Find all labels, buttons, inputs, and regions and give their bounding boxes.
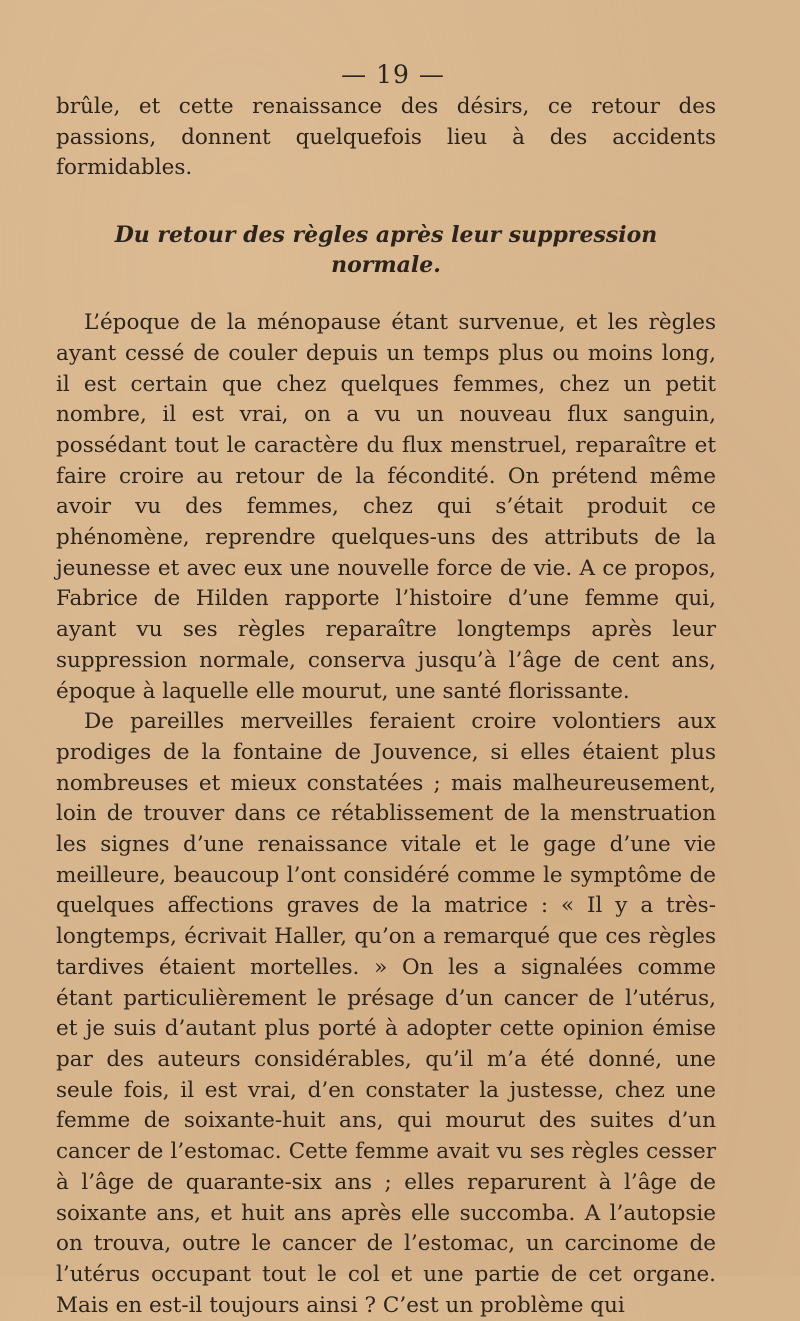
continuation-paragraph: brûle, et cette renaissance des désirs, ce retour des passions, donnent quelquefois lieu à des accidents formidables. (56, 94, 716, 181)
paragraph-menopause: L’époque de la ménopause étant survenue, et les règles ayant cessé de couler depuis un temps plus ou moins long, il est certain que chez quelques femmes, chez un petit nombre, il est vrai, on a vu un nouveau flux sanguin, possédant tout le caractère du flux menstruel, reparaître et faire croire au retour de la fécondité. On prétend même avoir vu des femmes, chez qui s’était produit ce phénomène, reprendre quelques-uns des attributs de la jeunesse et avec eux une nouvelle force de vie. A ce propos, Fabrice de Hilden rapporte l’histoire d’une femme qui, ayant vu ses règles reparaître longtemps après leur suppression normale, conserva jusqu’à l’âge de cent ans, époque à laquelle elle mourut, une santé florissante. (56, 310, 716, 704)
book-page (56, 58, 716, 1321)
section-heading: Du retour des règles après leur suppression normale. (114, 222, 658, 279)
paragraph-jouvence: De pareilles merveilles feraient croire volontiers aux prodiges de la fontaine de Jouvence, si elles étaient plus nombreuses et mieux constatées ; mais malheureusement, loin de trouver dans ce rétablissement de la menstruation les signes d’une renaissance vitale et le gage d’une vie meilleure, beaucoup l’ont considéré comme le symptôme de quelques affections graves de la matrice : « Il y a très-longtemps, écrivait Haller, qu’on a remarqué que ces règles tardives étaient mortelles. » On les a signalées comme étant particulièrement le présage d’un cancer de l’utérus, et je suis d’autant plus porté à adopter cette opinion émise par des auteurs considérables, qu’il m’a été donné, une seule fois, il est vrai, d’en constater la justesse, chez une femme de soixante-huit ans, qui mourut des suites d’un cancer de l’estomac. Cette femme avait vu ses règles cesser à l’âge de quarante-six ans ; elles reparurent à l’âge de soixante ans, et huit ans après elle succomba. A l’autopsie on trouva, outre le cancer de l’estomac, un carcinome de l’utérus occupant tout le col et une partie de cet organe. Mais en est-il toujours ainsi ? C’est un problème qui (56, 709, 716, 1318)
page-number: — 19 — (341, 60, 445, 89)
